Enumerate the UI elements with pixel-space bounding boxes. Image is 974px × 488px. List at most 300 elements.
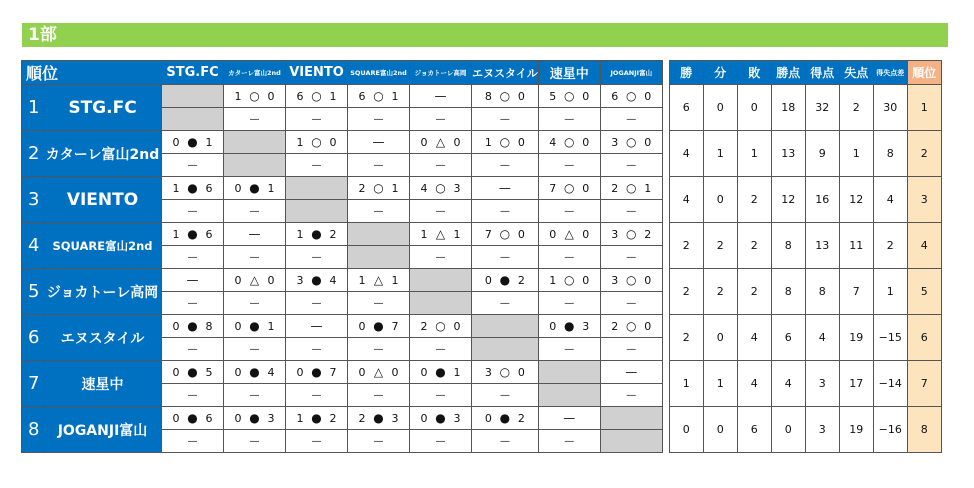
result-mark: ○ <box>564 135 575 149</box>
goal-count: 1 <box>296 228 304 241</box>
second-leg-result: — <box>472 384 539 407</box>
result-mark: — <box>563 411 576 425</box>
stat-value: 1 <box>839 131 873 177</box>
result-mark: ○ <box>626 227 637 241</box>
table-row <box>22 177 942 200</box>
header-stat: 分 <box>703 61 737 85</box>
goal-count: 4 <box>549 136 557 149</box>
second-leg-result: — <box>472 154 539 177</box>
goal-count: 0 <box>644 320 652 333</box>
result-mark: — <box>310 319 323 333</box>
result-mark: △ <box>435 135 446 149</box>
self-match-cell <box>472 338 539 361</box>
goal-count: 3 <box>453 182 461 195</box>
header-stat: 勝 <box>669 61 703 85</box>
column-separator <box>662 407 669 453</box>
match-result <box>162 315 224 338</box>
second-leg-result: — <box>224 246 286 269</box>
self-match-cell <box>538 384 600 407</box>
self-match-cell <box>224 154 286 177</box>
match-result <box>538 177 600 200</box>
match-result <box>472 407 539 430</box>
stat-value: −14 <box>873 361 907 407</box>
match-result <box>224 407 286 430</box>
division-title: 1部 <box>22 23 948 47</box>
result-mark: ○ <box>564 273 575 287</box>
second-leg-result: — <box>538 430 600 453</box>
goal-count: 8 <box>205 320 213 333</box>
team-name: VIENTO <box>44 177 162 223</box>
goal-count: 1 <box>329 90 337 103</box>
header-opponent: JOGANJI富山 <box>600 61 662 85</box>
match-result <box>538 131 600 154</box>
goal-count: 1 <box>484 136 492 149</box>
second-leg-result: — <box>162 292 224 315</box>
stat-value: 3 <box>805 361 839 407</box>
second-leg-result: — <box>348 108 410 131</box>
stat-value: 0 <box>703 177 737 223</box>
match-result <box>538 85 600 108</box>
goal-count: 0 <box>644 90 652 103</box>
result-mark: △ <box>564 227 574 241</box>
goal-count: 0 <box>644 274 652 287</box>
result-mark: ○ <box>564 89 575 103</box>
result-mark: ○ <box>564 181 575 195</box>
match-result <box>286 315 348 338</box>
match-result <box>224 223 286 246</box>
final-rank: 3 <box>907 177 941 223</box>
match-result <box>600 269 662 292</box>
match-result <box>410 315 472 338</box>
second-leg-result: — <box>286 292 348 315</box>
second-leg-result: — <box>410 338 472 361</box>
header-opponent: ジョカトーレ高岡 <box>410 61 472 85</box>
goal-count: 2 <box>644 228 652 241</box>
match-result <box>600 177 662 200</box>
goal-count: 1 <box>420 228 428 241</box>
second-leg-result: — <box>410 108 472 131</box>
goal-count: 1 <box>549 274 557 287</box>
stat-value: 2 <box>669 315 703 361</box>
column-separator <box>662 85 669 131</box>
rank-number: 5 <box>22 269 44 315</box>
result-mark: ● <box>373 319 384 333</box>
header-stat: 得失点差 <box>873 61 907 85</box>
goal-count: 4 <box>267 366 275 379</box>
second-leg-result: — <box>162 200 224 223</box>
header-opponent: SQUARE富山2nd <box>348 61 410 85</box>
second-leg-result: — <box>286 430 348 453</box>
stat-value: 2 <box>737 269 771 315</box>
column-separator <box>662 131 669 177</box>
stat-value: 18 <box>771 85 805 131</box>
goal-count: 0 <box>358 366 366 379</box>
goal-count: 6 <box>358 90 366 103</box>
second-leg-result: — <box>410 246 472 269</box>
match-result <box>162 361 224 384</box>
second-leg-result: — <box>286 108 348 131</box>
goal-count: 0 <box>172 136 180 149</box>
column-separator <box>662 269 669 315</box>
final-rank: 8 <box>907 407 941 453</box>
stat-value: 2 <box>737 177 771 223</box>
result-mark: ● <box>187 135 198 149</box>
goal-count: 0 <box>358 320 366 333</box>
match-result <box>410 223 472 246</box>
second-leg-result: — <box>162 384 224 407</box>
stat-value: 12 <box>771 177 805 223</box>
stat-value: 0 <box>703 85 737 131</box>
second-leg-result: — <box>600 246 662 269</box>
goal-count: 0 <box>517 228 525 241</box>
match-result <box>348 131 410 154</box>
stat-value: 2 <box>839 85 873 131</box>
goal-count: 2 <box>611 182 619 195</box>
goal-count: 0 <box>420 412 428 425</box>
team-name: STG.FC <box>44 85 162 131</box>
result-mark: ○ <box>311 135 322 149</box>
stat-value: 1 <box>703 131 737 177</box>
result-mark: ● <box>311 273 322 287</box>
table-row <box>22 85 942 108</box>
goal-count: 6 <box>205 182 213 195</box>
stat-value: 0 <box>771 407 805 453</box>
stat-value: 1 <box>703 361 737 407</box>
second-leg-result: — <box>538 338 600 361</box>
second-leg-result: — <box>600 200 662 223</box>
stat-value: 7 <box>839 269 873 315</box>
result-mark: ○ <box>499 135 511 149</box>
stat-value: 0 <box>703 315 737 361</box>
stat-value: 1 <box>873 269 907 315</box>
match-result <box>600 315 662 338</box>
stat-value: 13 <box>771 131 805 177</box>
result-mark: ○ <box>499 365 511 379</box>
second-leg-result: — <box>600 338 662 361</box>
goal-count: 6 <box>205 412 213 425</box>
goal-count: 1 <box>296 412 304 425</box>
second-leg-result: — <box>224 200 286 223</box>
stat-value: 32 <box>805 85 839 131</box>
match-result <box>472 131 539 154</box>
match-result <box>224 361 286 384</box>
header-opponent: VIENTO <box>286 61 348 85</box>
second-leg-result: — <box>410 430 472 453</box>
result-mark: △ <box>435 227 446 241</box>
stat-value: 4 <box>771 361 805 407</box>
match-result <box>600 361 662 384</box>
rank-number: 4 <box>22 223 44 269</box>
final-rank: 4 <box>907 223 941 269</box>
stat-value: 2 <box>737 223 771 269</box>
match-result <box>410 131 472 154</box>
stat-value: 9 <box>805 131 839 177</box>
second-leg-result: — <box>162 338 224 361</box>
final-rank: 6 <box>907 315 941 361</box>
stat-value: 4 <box>669 131 703 177</box>
match-result <box>286 361 348 384</box>
second-leg-result: — <box>472 108 539 131</box>
stat-value: 17 <box>839 361 873 407</box>
self-match-cell <box>410 292 472 315</box>
stat-value: 16 <box>805 177 839 223</box>
table-row <box>22 223 942 246</box>
second-leg-result: — <box>348 384 410 407</box>
stat-value: 2 <box>703 269 737 315</box>
stat-value: −16 <box>873 407 907 453</box>
stat-value: 11 <box>839 223 873 269</box>
stat-value: 19 <box>839 315 873 361</box>
self-match-cell <box>472 315 539 338</box>
self-match-cell <box>538 361 600 384</box>
goal-count: 7 <box>329 366 337 379</box>
stat-value: 2 <box>703 223 737 269</box>
goal-count: 1 <box>172 182 180 195</box>
match-result <box>286 85 348 108</box>
self-match-cell <box>600 430 662 453</box>
second-leg-result: — <box>600 384 662 407</box>
goal-count: 0 <box>484 412 492 425</box>
stat-value: 0 <box>703 407 737 453</box>
column-separator <box>662 315 669 361</box>
result-mark: ● <box>311 411 322 425</box>
match-result <box>224 269 286 292</box>
match-result <box>410 177 472 200</box>
match-result <box>600 223 662 246</box>
result-mark: — <box>186 273 199 287</box>
second-leg-result: — <box>600 108 662 131</box>
stat-value: 8 <box>805 269 839 315</box>
result-mark: ○ <box>499 89 511 103</box>
goal-count: 0 <box>582 90 590 103</box>
rank-number: 8 <box>22 407 44 453</box>
goal-count: 0 <box>267 274 275 287</box>
goal-count: 1 <box>391 274 399 287</box>
goal-count: 0 <box>549 228 557 241</box>
header-opponent: 速星中 <box>538 61 600 85</box>
header-opponent: STG.FC <box>162 61 224 85</box>
goal-count: 4 <box>329 274 337 287</box>
second-leg-result: — <box>600 292 662 315</box>
stat-value: 6 <box>771 315 805 361</box>
result-mark: ○ <box>249 89 260 103</box>
goal-count: 2 <box>420 320 428 333</box>
goal-count: 1 <box>453 366 461 379</box>
second-leg-result: — <box>472 430 539 453</box>
second-leg-result: — <box>538 246 600 269</box>
second-leg-result: — <box>538 292 600 315</box>
stat-value: 0 <box>669 407 703 453</box>
goal-count: 1 <box>453 228 461 241</box>
result-mark: ● <box>499 273 511 287</box>
goal-count: 7 <box>484 228 492 241</box>
second-leg-result: — <box>162 246 224 269</box>
rank-number: 6 <box>22 315 44 361</box>
table-row <box>22 269 942 292</box>
self-match-cell <box>224 131 286 154</box>
match-result <box>162 131 224 154</box>
result-mark: ● <box>187 227 198 241</box>
result-mark: ○ <box>435 319 446 333</box>
goal-count: 0 <box>172 412 180 425</box>
second-leg-result: — <box>472 292 539 315</box>
goal-count: 6 <box>296 90 304 103</box>
match-result <box>348 177 410 200</box>
result-mark: — <box>372 135 385 149</box>
goal-count: 0 <box>391 366 399 379</box>
result-mark: △ <box>373 273 384 287</box>
second-leg-result: — <box>224 338 286 361</box>
stat-value: 12 <box>839 177 873 223</box>
goal-count: 0 <box>420 136 428 149</box>
result-mark: ○ <box>626 273 637 287</box>
match-result <box>224 177 286 200</box>
match-result <box>472 177 539 200</box>
final-rank: 5 <box>907 269 941 315</box>
match-result <box>472 223 539 246</box>
goal-count: 3 <box>391 412 399 425</box>
goal-count: 0 <box>329 136 337 149</box>
goal-count: 2 <box>358 182 366 195</box>
goal-count: 5 <box>549 90 557 103</box>
stat-value: 4 <box>737 361 771 407</box>
result-mark: ● <box>311 227 322 241</box>
result-mark: ● <box>373 411 384 425</box>
header-stat: 順位 <box>907 61 941 85</box>
goal-count: 1 <box>267 182 275 195</box>
goal-count: 2 <box>611 320 619 333</box>
stat-value: 4 <box>669 177 703 223</box>
result-mark: ○ <box>311 89 322 103</box>
result-mark: △ <box>249 273 260 287</box>
header-stat: 失点 <box>839 61 873 85</box>
stat-value: 4 <box>737 315 771 361</box>
goal-count: 2 <box>329 412 337 425</box>
goal-count: 3 <box>453 412 461 425</box>
stat-value: 2 <box>873 223 907 269</box>
second-leg-result: — <box>286 384 348 407</box>
goal-count: 2 <box>358 412 366 425</box>
goal-count: 0 <box>234 320 242 333</box>
rank-number: 1 <box>22 85 44 131</box>
match-result <box>162 269 224 292</box>
result-mark: — <box>248 227 261 241</box>
self-match-cell <box>348 246 410 269</box>
goal-count: 1 <box>234 90 242 103</box>
goal-count: 0 <box>234 412 242 425</box>
goal-count: 0 <box>644 136 652 149</box>
goal-count: 0 <box>453 136 461 149</box>
result-mark: ● <box>187 319 198 333</box>
team-name: カターレ富山2nd <box>44 131 162 177</box>
goal-count: 8 <box>484 90 492 103</box>
result-mark: ● <box>187 181 198 195</box>
team-name: 速星中 <box>44 361 162 407</box>
stat-value: 8 <box>771 223 805 269</box>
goal-count: 1 <box>172 228 180 241</box>
second-leg-result: — <box>538 108 600 131</box>
goal-count: 0 <box>296 366 304 379</box>
self-match-cell <box>410 269 472 292</box>
stat-value: 30 <box>873 85 907 131</box>
match-result <box>286 131 348 154</box>
second-leg-result: — <box>224 292 286 315</box>
header-opponent: カターレ富山2nd <box>224 61 286 85</box>
match-result <box>286 407 348 430</box>
table-row <box>22 407 942 430</box>
stat-value: 8 <box>771 269 805 315</box>
second-leg-result: — <box>286 154 348 177</box>
second-leg-result: — <box>410 154 472 177</box>
result-mark: ● <box>187 365 198 379</box>
goal-count: 0 <box>517 136 525 149</box>
team-name: JOGANJI富山 <box>44 407 162 453</box>
stat-value: 13 <box>805 223 839 269</box>
second-leg-result: — <box>538 200 600 223</box>
goal-count: 2 <box>517 274 525 287</box>
match-result <box>286 269 348 292</box>
goal-count: 1 <box>296 136 304 149</box>
match-result <box>410 361 472 384</box>
second-leg-result: — <box>600 154 662 177</box>
goal-count: 0 <box>172 320 180 333</box>
result-mark: ○ <box>373 89 384 103</box>
rank-number: 7 <box>22 361 44 407</box>
goal-count: 3 <box>484 366 492 379</box>
match-result <box>600 85 662 108</box>
stat-value: 2 <box>669 223 703 269</box>
goal-count: 3 <box>611 136 619 149</box>
goal-count: 0 <box>453 320 461 333</box>
goal-count: 0 <box>517 90 525 103</box>
result-mark: ● <box>499 411 511 425</box>
result-mark: ○ <box>435 181 446 195</box>
match-result <box>348 361 410 384</box>
match-result <box>286 223 348 246</box>
second-leg-result: — <box>286 246 348 269</box>
second-leg-result: — <box>348 154 410 177</box>
self-match-cell <box>286 200 348 223</box>
result-mark: — <box>434 89 447 103</box>
goal-count: 1 <box>391 90 399 103</box>
second-leg-result: — <box>472 200 539 223</box>
goal-count: 7 <box>391 320 399 333</box>
stat-value: 4 <box>805 315 839 361</box>
goal-count: 0 <box>267 90 275 103</box>
stat-value: 6 <box>737 407 771 453</box>
second-leg-result: — <box>224 384 286 407</box>
goal-count: 7 <box>549 182 557 195</box>
goal-count: 3 <box>611 228 619 241</box>
column-separator <box>662 223 669 269</box>
match-result <box>472 361 539 384</box>
second-leg-result: — <box>286 338 348 361</box>
goal-count: 2 <box>329 228 337 241</box>
goal-count: 0 <box>172 366 180 379</box>
goal-count: 0 <box>420 366 428 379</box>
header-stat: 勝点 <box>771 61 805 85</box>
result-mark: △ <box>373 365 384 379</box>
goal-count: 0 <box>582 228 590 241</box>
second-leg-result: — <box>162 154 224 177</box>
column-separator <box>662 361 669 407</box>
goal-count: 0 <box>582 136 590 149</box>
result-mark: ○ <box>373 181 384 195</box>
goal-count: 1 <box>391 182 399 195</box>
standings-table <box>21 60 942 453</box>
match-result <box>348 315 410 338</box>
goal-count: 0 <box>484 274 492 287</box>
